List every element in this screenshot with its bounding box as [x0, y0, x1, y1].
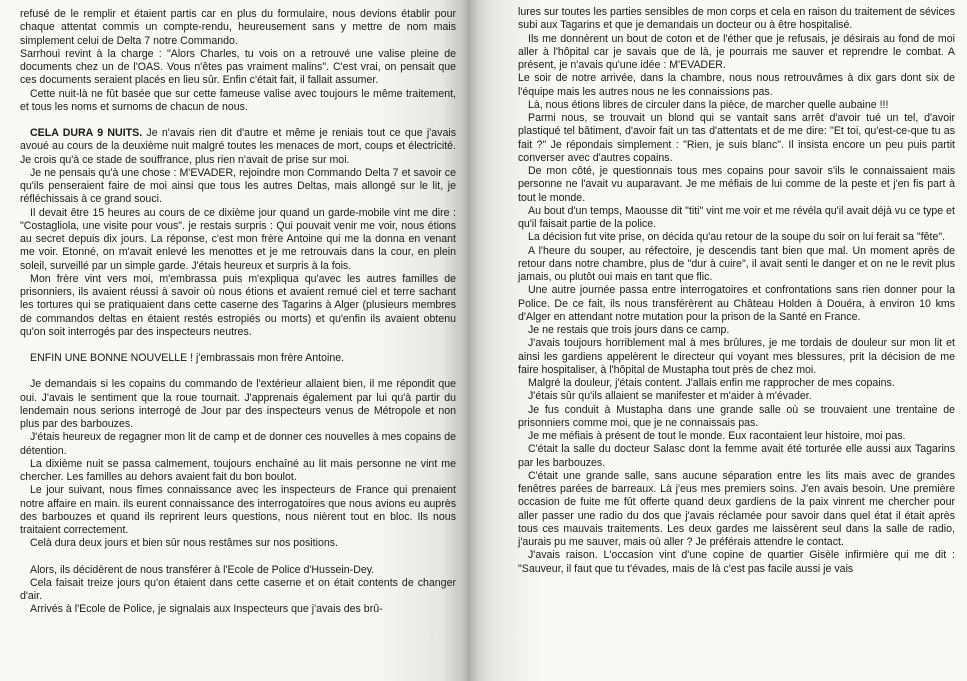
section-heading: CELA DURA 9 NUITS. [30, 127, 143, 139]
paragraph: Je ne pensais qu'à une chose : M'EVADER, rejoindre mon Commando Delta 7 et savoir ce qu'ils penseraient faire de moi ainsi que tous les autres Deltas, mais allongé sur le lit, je réfléchissais à ce grand souci. [20, 166, 456, 206]
paragraph: Parmi nous, se trouvait un blond qui se vantait sans arrêt d'avoir tué un tel, d'avoir plastiqué tel bâtiment, d'avoir fait un tas d'attentats et de me dire: "Et toi, qu'est-ce-que tu as fait ?" Je répondais simplement : "Rien, je suis blanc". Il insista encore un peu puis partit converser avec d'autres copains. [518, 112, 955, 164]
paragraph: Mon frère vint vers moi, m'embrassa puis m'expliqua qu'avec les autres familles de prisonniers, ils avaient réussi à savoir où nous étions et avaient remué ciel et terre sachant les tortures qui se pratiquaient dans cette caserne des Tagarins à Alger (plusieurs membres de commandos deltas en étaient restés estropiés ou morts) et qu'enfin ils avaient obtenu qu'on soit interrogés par des inspecteurs neutres. [20, 272, 456, 338]
paragraph: Arrivés à l'Ecole de Police, je signalais aux Inspecteurs que j'avais des brû- [30, 603, 383, 616]
paragraph: Ils me donnèrent un bout de coton et de l'éther que je refusais, je désirais au fond de moi aller à l'hôpital car je savais que de là, je pourrais me sauver et reprendre le combat. A présent, je n'avais qu'une idée : M'EVADER. [518, 32, 955, 71]
paragraph: Cette nuit-là ne fût basée que sur cette fameuse valise avec toujours le même traitement, et tous les noms et surnoms de chacun de nous. [20, 87, 456, 113]
paragraph: ENFIN UNE BONNE NOUVELLE ! j'embrassais mon frère Antoine. [30, 352, 345, 364]
paragraph: De mon côté, je questionnais tous mes copains pour savoir s'ils le connaissaient mais personne ne l'avait vu auparavant. Je me méfiais de lui comme de la peste et j'en fis part à tout le monde. [518, 165, 955, 204]
paragraph: Le jour suivant, nous fîmes connaissance avec les inspecteurs de France qui prenaient notre affaire en main. ils eurent connaissance des interrogatoires que nous avions eu auprès des barbouzes et quand ils reprirent leurs questions, nous nièrent tout en bloc. Ils nous traitaient correctement. [20, 484, 456, 536]
paragraph: J'avais raison. L'occasion vint d'une copine de quartier Gisèle infirmière qui me dit : "Sauveur, il faut que tu t'évades, mais de là c'est pas facile aussi je vais [518, 549, 955, 575]
paragraph: Je demandais si les copains du commando de l'extérieur allaient bien, il me répondit que oui. J'avais le sentiment que la roue tournait. J'apprenais également par lui qu'à partir du lendemain nous serions interrogé de Jour par des inspecteurs venus de Métropole et non plus par des barbouzes. [20, 378, 456, 430]
paragraph: Je ne restais que trois jours dans ce camp. [528, 324, 730, 336]
paragraph: Au bout d'un temps, Maousse dit "titi" vint me voir et me révéla qu'il avait déjà vu ce type et qu'il faisait partie de la police. [518, 204, 955, 230]
paragraph: La dixième nuit se passa calmement, toujours enchaîné au lit mais personne ne vint me chercher. Les familles au dehors avaient fait du bon boulot. [20, 457, 456, 483]
paragraph: Malgré la douleur, j'étais content. J'allais enfin me rapprocher de mes copains. [528, 377, 895, 389]
paragraph: Une autre journée passa entre interrogatoires et confrontations sans rien donner pour la Police. De ce fait, ils nous transférèrent au Château Holden à Douéra, à environ 10 kms d'Alger en attendant notre mutation pour la prison de la Santé en France. [518, 284, 955, 323]
paragraph: Cela faisait treize jours qu'on étaient dans cette caserne et on était contents de changer d'air. [20, 576, 456, 602]
paragraph: Le soir de notre arrivée, dans la chambre, nous nous retrouvâmes à dix gars dont six de l'équipe mais les autres nous ne les connaissions pas. [518, 72, 955, 98]
paragraph: Alors, ils décidèrent de nous transférer à l'Ecole de Police d'Hussein-Dey. [30, 563, 375, 576]
paragraph: C'était une grande salle, sans aucune séparation entre les lits mais avec de grandes fenêtres parées de barreaux. Là j'eus mes premiers soins. J'en avais besoin. Une première occasion de fuite me fût offerte quand deux gardiens de la paix vinrent me chercher pour aller passer une radio du dos que j'avais réclamée pour savoir dans quel état il était après tous ces mauvais traitements. Les deux gardes me laissèrent seul dans la salle de radio, j'aurais pu me sauver, mais où aller ? Je préférais attendre le contact. [518, 469, 955, 548]
right-page [470, 0, 967, 681]
paragraph: J'étais heureux de regagner mon lit de camp et de donner ces nouvelles à mes copains de détention. [20, 431, 456, 457]
paragraph: La décision fut vite prise, on décida qu'au retour de la soupe du soir on lui ferait sa "fête". [528, 231, 946, 244]
paragraph: Là, nous étions libres de circuler dans la pièce, de marcher quelle aubaine !!! [528, 98, 889, 111]
left-page [0, 0, 470, 681]
book-gutter-shadow [462, 0, 480, 681]
paragraph: C'était la salle du docteur Salasc dont la femme avait été torturée elle aussi aux Tagarins par les barbouzes. [518, 443, 955, 469]
paragraph: Il devait être 15 heures au cours de ce dixième jour quand un garde-mobile vint me dire : "Costagliola, une visite pour vous". je restais surpris : Qui pouvait venir me voir, nous étions au secret depuis dix jours. La réponse, c'est mon frère Antoine qui me la donna en venant me voir. Etonné, on m'avait enlevé les menottes et je me retrouvais dans la cour, en plein soleil, surveillé par un simple garde. J'étais heureux et surpris à la fois. [20, 206, 456, 272]
paragraph: refusé de le remplir et étaient partis car en plus du formulaire, nous devions établir pour chaque attentat commis un compte-rendu, heureusement sans y mettre de nom mais simplement celui de Delta 7 notre Commando. [20, 8, 456, 47]
paragraph [20, 127, 456, 167]
paragraph-text: Je n'avais rien dit d'autre et même je reniais tout ce que j'avais avoué au cours de la deuxième nuit malgré toutes les menaces de mort, coups et électricité. Je crois qu'à ce stade de souffrance, plus rien n'avait de prise sur moi. [20, 127, 456, 166]
paragraph: Sarrhoui revint à la charge : "Alors Charles, tu vois on a retrouvé une valise pleine de documents chez un de l'OAS. Vous n'êtes pas vraiment malins". C'est vrai, on pensait que ces documents seraient placés en lieu sûr. Enfin c'était fait, il fallait assumer. [20, 47, 456, 87]
paragraph: lures sur toutes les parties sensibles de mon corps et cela en raison du traitement de sévices subi aux Tagarins et que je demandais un docteur ou à être hospitalisé. [518, 6, 955, 32]
paragraph: Je fus conduit à Mustapha dans une grande salle où se trouvaient une trentaine de prisonniers comme moi, que je ne connaissais pas. [518, 403, 955, 429]
paragraph: J'avais toujours horriblement mal à mes brûlures, je me tordais de douleur sur mon lit et ainsi les gardiens appelèrent le directeur qui voyant mes blessures, prit la décision de me faire hospitaliser, à l'hôpital de Mustapha tout près de chez moi. [518, 337, 955, 376]
paragraph: Celà dura deux jours et bien sûr nous restâmes sur nos positions. [30, 537, 338, 550]
paragraph: J'étais sûr qu'ils allaient se manifester et m'aider à m'évader. [528, 390, 812, 403]
paragraph: A l'heure du souper, au réfectoire, je descendis tant bien que mal. Un moment après de retour dans notre chambre, plus de "dur à cuire", il avait senti le danger et on ne le revit plus jamais, ou plutôt oui mais en tant que flic. [518, 244, 955, 283]
paragraph: Je me méfiais à présent de tout le monde. Eux racontaient leur histoire, moi pas. [528, 430, 906, 442]
